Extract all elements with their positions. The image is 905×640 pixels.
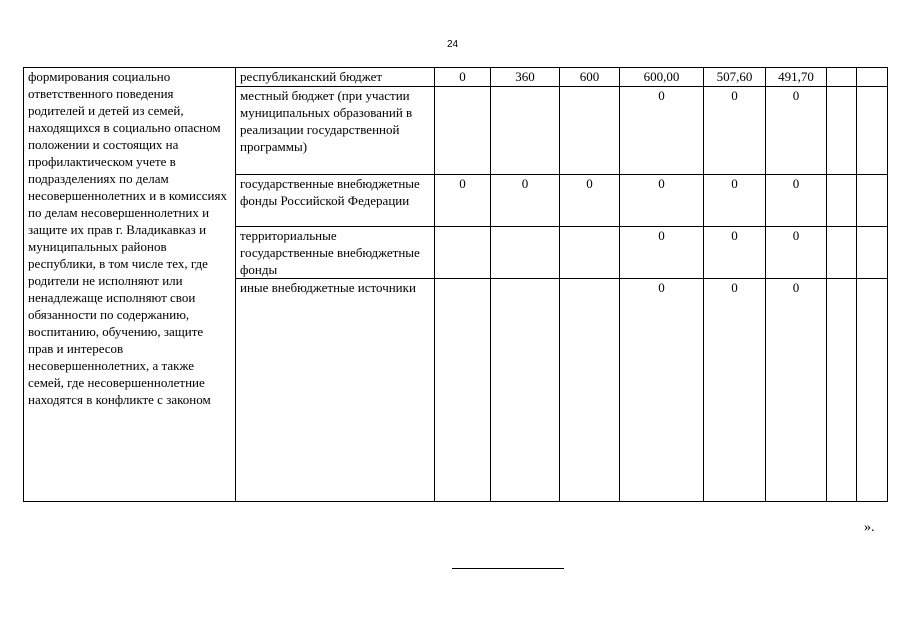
value-cell	[827, 68, 857, 87]
footnote-separator	[452, 568, 564, 569]
funding-source: местный бюджет (при участии муниципальных образований в реализации государственной программы)	[236, 87, 435, 175]
value-cell	[857, 87, 888, 175]
value-cell	[435, 87, 491, 175]
value-cell: 0	[620, 87, 704, 175]
value-cell: 0	[560, 175, 620, 227]
value-cell	[560, 87, 620, 175]
value-cell: 0	[704, 279, 766, 502]
measure-description: формирования социально ответственного поведения родителей и детей из семей, находящихся в социально опасном положении и состоящих на профилактическом учете в подразделениях по делам несовершеннолетних и в комиссиях по делам несовершеннолетних и защите их прав г. Владикавказ и муниципальных районов республики, в том числе тех, где родители не исполняют или ненадлежаще исполняют свои обязанности по содержанию, воспитанию, обучению, защите прав и интересов несовершеннолетних, а также семей, где несовершеннолетние находятся в конфликте с законом	[24, 68, 236, 502]
value-cell: 0	[704, 87, 766, 175]
value-cell: 600,00	[620, 68, 704, 87]
value-cell: 491,70	[766, 68, 827, 87]
value-cell	[491, 87, 560, 175]
value-cell: 0	[435, 175, 491, 227]
value-cell	[560, 279, 620, 502]
value-cell	[857, 175, 888, 227]
value-cell: 0	[620, 175, 704, 227]
value-cell: 0	[704, 175, 766, 227]
value-cell	[827, 175, 857, 227]
value-cell: 0	[491, 175, 560, 227]
value-cell: 0	[620, 279, 704, 502]
value-cell	[827, 87, 857, 175]
funding-source: иные внебюджетные источники	[236, 279, 435, 502]
budget-table	[23, 67, 888, 502]
value-cell: 0	[704, 227, 766, 279]
value-cell	[435, 227, 491, 279]
value-cell	[491, 227, 560, 279]
value-cell: 0	[766, 279, 827, 502]
page-number: 24	[446, 39, 459, 50]
funding-source: республиканский бюджет	[236, 68, 435, 87]
funding-source: государственные внебюджетные фонды Российской Федерации	[236, 175, 435, 227]
value-cell	[827, 279, 857, 502]
closing-quote-mark: ».	[864, 520, 875, 535]
value-cell: 0	[435, 68, 491, 87]
value-cell: 507,60	[704, 68, 766, 87]
value-cell	[491, 279, 560, 502]
value-cell: 360	[491, 68, 560, 87]
value-cell: 0	[766, 87, 827, 175]
value-cell: 600	[560, 68, 620, 87]
value-cell	[560, 227, 620, 279]
value-cell: 0	[620, 227, 704, 279]
value-cell	[857, 68, 888, 87]
value-cell	[435, 279, 491, 502]
value-cell	[827, 227, 857, 279]
funding-source: территориальные государственные внебюджетные фонды	[236, 227, 435, 279]
value-cell	[857, 227, 888, 279]
value-cell: 0	[766, 175, 827, 227]
table-row	[24, 68, 888, 87]
value-cell	[857, 279, 888, 502]
value-cell: 0	[766, 227, 827, 279]
